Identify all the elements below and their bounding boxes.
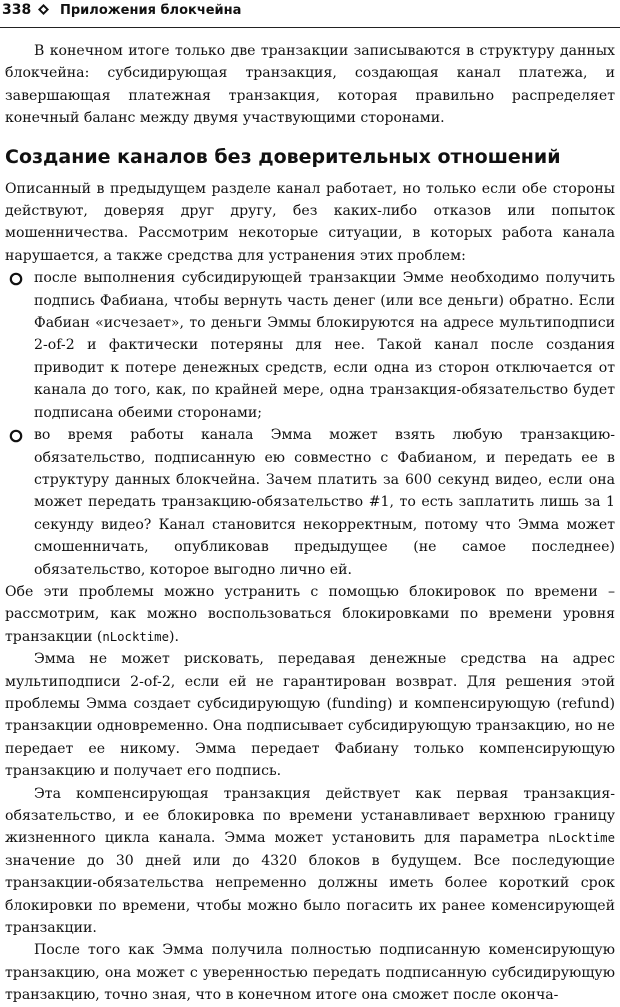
section-heading: Создание каналов без доверительных отношений	[5, 145, 561, 168]
list-item	[5, 424, 615, 581]
page-header	[0, 0, 620, 28]
paragraph-text: Эта компенсирующая транзакция действует как первая транзакция-обязательство, и ее блокировка по времени устанавливает верхнюю границу жизненного цикла канала. Эмма может установить для параметра	[5, 785, 615, 847]
code-nlocktime: nLocktime	[102, 629, 169, 644]
code-nlocktime: nLocktime	[548, 831, 615, 846]
body-paragraph-4	[5, 783, 615, 940]
list-item	[5, 267, 615, 424]
body-paragraph-3: Эмма не может рисковать, передавая денежные средства на адрес мультиподписи 2-of-2, если ей не гарантирован возврат. Для решения этой проблемы Эмма создает субсидирующую (funding) и компенсирующую (refund) транзакции одновременно. Она подписывает субсидирующую транзакцию, но не передает ее никому. Эмма передает Фабиану только компенсирующую транзакцию и получает его подпись.	[5, 651, 616, 780]
list-item-text: после выполнения субсидирующей транзакции Эмме необходимо получить подпись Фабиана, чтобы вернуть часть денег (или все деньги) обратно. Если Фабиан «исчезает», то деньги Эммы блокируются на адресе мультиподписи 2-of-2 и фактически потеряны для нее. Такой канал после создания приводит к потере денежных средств, если одна из сторон отключается от канала до того, как, по крайней мере, одна транзакция-обязательство будет подписана обеими сторонами;	[34, 270, 615, 421]
body-paragraph-5: После того как Эмма получила полностью подписанную коменсирующую транзакцию, она может с уверенностью передать подписанную субсидирующую транзакцию, точно зная, что в конечном итоге она сможет после оконча-	[5, 942, 615, 1004]
paragraph-tail: ).	[168, 628, 179, 645]
diamond-icon	[38, 4, 49, 15]
circle-bullet-icon	[9, 429, 23, 443]
bullet-list	[5, 267, 615, 581]
body-paragraph-2	[5, 581, 615, 648]
circle-bullet-icon	[9, 272, 23, 286]
list-item-text: во время работы канала Эмма может взять любую транзакцию-обязательство, подписанную ею совместно с Фабианом, и передать ее в структуру данных блокчейна. Зачем платить за 600 секунд видео, если она может передать транзакцию-обязательство #1, то есть заплатить лишь за 1 секунду видео? Канал становится некорректным, потому что Эмма может смошенничать, опубликовав предыдущее (не самое последнее) обязательство, которое выгодно лично ей.	[34, 427, 615, 578]
paragraph-text: Обе эти проблемы можно устранить с помощью блокировок по времени – рассмотрим, как можно воспользоваться блокировками по времени уровня транзакции (	[5, 583, 615, 645]
body-paragraph-1: Описанный в предыдущем разделе канал работает, но только если обе стороны действуют, доверяя друг другу, без каких-либо отказов или попыток мошенничества. Рассмотрим некоторые ситуации, в которых работа канала нарушается, а также средства для устранения этих проблем:	[5, 180, 615, 264]
main-text	[5, 40, 615, 1007]
page-number: 338	[2, 2, 32, 18]
running-header-title: Приложения блокчейна	[60, 3, 242, 18]
paragraph-tail: значение до 30 дней или до 4320 блоков в будущем. Все последующие транзакции-обязательства непременно должны иметь более короткий срок блокировки по времени, чтобы можно было погасить их ранее коменсирующей транзакции.	[5, 852, 615, 937]
intro-paragraph: В конечном итоге только две транзакции записываются в структуру данных блокчейна: субсидирующая транзакция, создающая канал платежа, и завершающая платежная транзакция, которая правильно распределяет конечный баланс между двумя участвующими сторонами.	[5, 43, 615, 127]
